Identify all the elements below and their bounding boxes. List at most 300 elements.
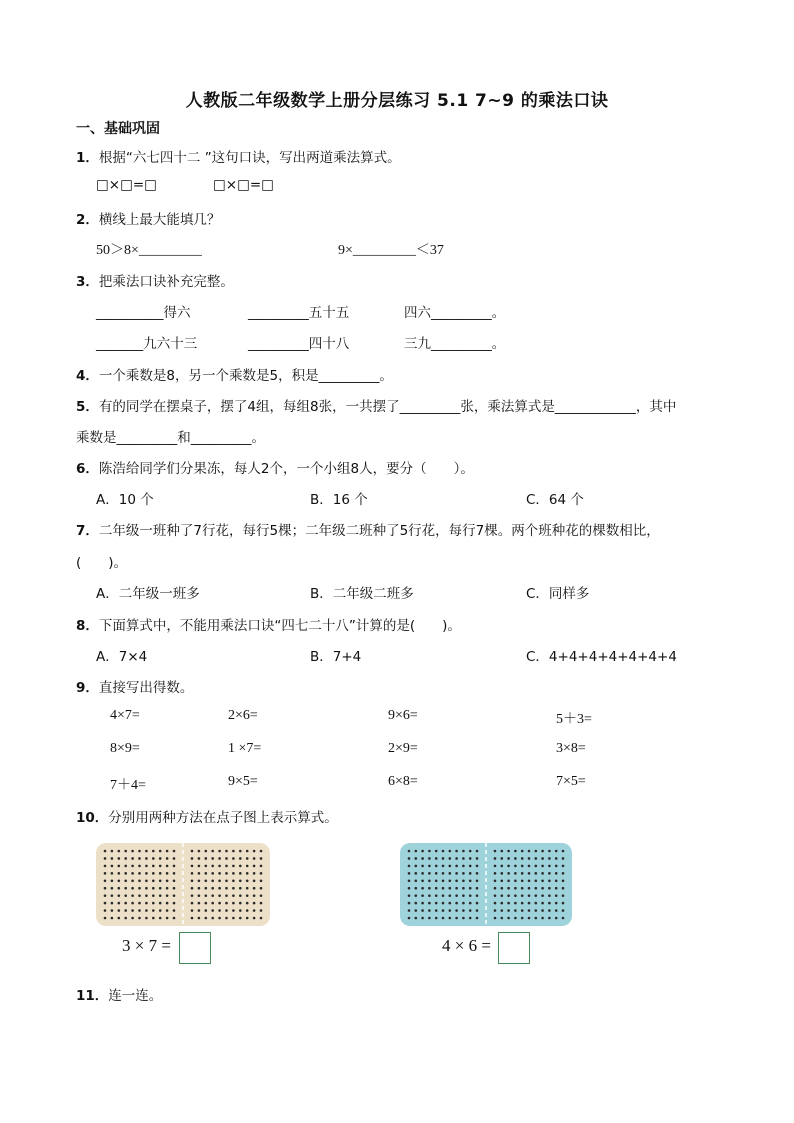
- grid-dot[interactable]: [166, 879, 169, 882]
- grid-dot[interactable]: [166, 857, 169, 860]
- grid-dot[interactable]: [260, 857, 263, 860]
- grid-dot[interactable]: [260, 872, 263, 875]
- grid-dot[interactable]: [455, 887, 458, 890]
- grid-dot[interactable]: [218, 887, 221, 890]
- grid-dot[interactable]: [469, 850, 472, 853]
- grid-dot[interactable]: [239, 850, 242, 853]
- grid-dot[interactable]: [541, 865, 544, 868]
- grid-dot[interactable]: [131, 887, 134, 890]
- grid-dot[interactable]: [131, 879, 134, 882]
- grid-dot[interactable]: [211, 850, 214, 853]
- grid-dot[interactable]: [118, 872, 121, 875]
- grid-dot[interactable]: [528, 872, 531, 875]
- grid-dot[interactable]: [138, 917, 141, 920]
- grid-dot[interactable]: [198, 909, 201, 912]
- grid-dot[interactable]: [111, 917, 114, 920]
- grid-dot[interactable]: [494, 917, 497, 920]
- grid-dot[interactable]: [232, 879, 235, 882]
- grid-dot[interactable]: [541, 917, 544, 920]
- grid-dot[interactable]: [118, 879, 121, 882]
- grid-dot[interactable]: [442, 887, 445, 890]
- grid-dot[interactable]: [462, 887, 465, 890]
- grid-dot[interactable]: [435, 879, 438, 882]
- grid-dot[interactable]: [476, 917, 479, 920]
- grid-dot[interactable]: [408, 850, 411, 853]
- grid-dot[interactable]: [173, 865, 176, 868]
- grid-dot[interactable]: [415, 872, 418, 875]
- grid-dot[interactable]: [455, 850, 458, 853]
- grid-dot[interactable]: [211, 865, 214, 868]
- grid-dot[interactable]: [232, 902, 235, 905]
- grid-dot[interactable]: [131, 872, 134, 875]
- grid-dot[interactable]: [232, 857, 235, 860]
- grid-dot[interactable]: [225, 865, 228, 868]
- grid-dot[interactable]: [246, 857, 249, 860]
- grid-dot[interactable]: [173, 917, 176, 920]
- grid-dot[interactable]: [435, 850, 438, 853]
- grid-dot[interactable]: [562, 879, 565, 882]
- grid-dot[interactable]: [562, 902, 565, 905]
- grid-dot[interactable]: [507, 894, 510, 897]
- grid-dot[interactable]: [449, 872, 452, 875]
- grid-dot[interactable]: [246, 850, 249, 853]
- grid-dot[interactable]: [159, 872, 162, 875]
- grid-dot[interactable]: [225, 894, 228, 897]
- grid-dot[interactable]: [421, 887, 424, 890]
- grid-dot[interactable]: [415, 879, 418, 882]
- grid-dot[interactable]: [428, 879, 431, 882]
- grid-dot[interactable]: [118, 857, 121, 860]
- grid-dot[interactable]: [421, 902, 424, 905]
- grid-dot[interactable]: [260, 865, 263, 868]
- grid-dot[interactable]: [535, 850, 538, 853]
- grid-dot[interactable]: [428, 902, 431, 905]
- grid-dot[interactable]: [562, 850, 565, 853]
- grid-dot[interactable]: [408, 917, 411, 920]
- grid-dot[interactable]: [246, 887, 249, 890]
- grid-dot[interactable]: [507, 865, 510, 868]
- grid-dot[interactable]: [232, 909, 235, 912]
- grid-dot[interactable]: [152, 857, 155, 860]
- grid-dot[interactable]: [218, 917, 221, 920]
- grid-dot[interactable]: [521, 887, 524, 890]
- grid-dot[interactable]: [476, 909, 479, 912]
- grid-dot[interactable]: [501, 909, 504, 912]
- grid-dot[interactable]: [111, 850, 114, 853]
- grid-dot[interactable]: [191, 917, 194, 920]
- grid-dot[interactable]: [138, 879, 141, 882]
- grid-dot[interactable]: [421, 850, 424, 853]
- grid-dot[interactable]: [541, 850, 544, 853]
- grid-dot[interactable]: [104, 917, 107, 920]
- grid-dot[interactable]: [442, 909, 445, 912]
- grid-dot[interactable]: [111, 879, 114, 882]
- grid-dot[interactable]: [131, 902, 134, 905]
- grid-dot[interactable]: [166, 902, 169, 905]
- grid-dot[interactable]: [442, 872, 445, 875]
- grid-dot[interactable]: [173, 850, 176, 853]
- grid-dot[interactable]: [239, 865, 242, 868]
- grid-dot[interactable]: [449, 917, 452, 920]
- grid-dot[interactable]: [421, 857, 424, 860]
- answer-box-right[interactable]: [498, 932, 530, 964]
- grid-dot[interactable]: [435, 902, 438, 905]
- grid-dot[interactable]: [124, 902, 127, 905]
- grid-dot[interactable]: [191, 902, 194, 905]
- grid-dot[interactable]: [415, 894, 418, 897]
- grid-dot[interactable]: [408, 879, 411, 882]
- grid-dot[interactable]: [198, 917, 201, 920]
- grid-dot[interactable]: [191, 872, 194, 875]
- grid-dot[interactable]: [507, 902, 510, 905]
- grid-dot[interactable]: [408, 857, 411, 860]
- grid-dot[interactable]: [211, 857, 214, 860]
- grid-dot[interactable]: [528, 865, 531, 868]
- grid-dot[interactable]: [455, 909, 458, 912]
- grid-dot[interactable]: [260, 902, 263, 905]
- grid-dot[interactable]: [198, 902, 201, 905]
- grid-dot[interactable]: [521, 894, 524, 897]
- grid-dot[interactable]: [548, 865, 551, 868]
- grid-dot[interactable]: [131, 850, 134, 853]
- grid-dot[interactable]: [104, 865, 107, 868]
- grid-dot[interactable]: [514, 902, 517, 905]
- grid-dot[interactable]: [159, 857, 162, 860]
- grid-dot[interactable]: [476, 850, 479, 853]
- grid-dot[interactable]: [494, 887, 497, 890]
- grid-dot[interactable]: [118, 917, 121, 920]
- grid-dot[interactable]: [218, 909, 221, 912]
- grid-dot[interactable]: [145, 902, 148, 905]
- grid-dot[interactable]: [111, 865, 114, 868]
- grid-dot[interactable]: [111, 872, 114, 875]
- grid-dot[interactable]: [218, 872, 221, 875]
- grid-dot[interactable]: [104, 894, 107, 897]
- grid-dot[interactable]: [205, 879, 208, 882]
- grid-dot[interactable]: [428, 917, 431, 920]
- grid-dot[interactable]: [514, 894, 517, 897]
- grid-dot[interactable]: [501, 887, 504, 890]
- grid-dot[interactable]: [548, 879, 551, 882]
- grid-dot[interactable]: [253, 865, 256, 868]
- grid-dot[interactable]: [124, 872, 127, 875]
- grid-dot[interactable]: [211, 894, 214, 897]
- grid-dot[interactable]: [541, 909, 544, 912]
- grid-dot[interactable]: [138, 865, 141, 868]
- grid-dot[interactable]: [239, 894, 242, 897]
- grid-dot[interactable]: [205, 887, 208, 890]
- grid-dot[interactable]: [253, 850, 256, 853]
- grid-dot[interactable]: [253, 909, 256, 912]
- grid-dot[interactable]: [462, 894, 465, 897]
- grid-dot[interactable]: [145, 909, 148, 912]
- grid-dot[interactable]: [476, 894, 479, 897]
- grid-dot[interactable]: [415, 909, 418, 912]
- grid-dot[interactable]: [246, 872, 249, 875]
- grid-dot[interactable]: [535, 909, 538, 912]
- grid-dot[interactable]: [562, 872, 565, 875]
- grid-dot[interactable]: [507, 887, 510, 890]
- grid-dot[interactable]: [462, 902, 465, 905]
- grid-dot[interactable]: [562, 894, 565, 897]
- grid-dot[interactable]: [541, 902, 544, 905]
- grid-dot[interactable]: [166, 917, 169, 920]
- grid-dot[interactable]: [253, 872, 256, 875]
- answer-box-left[interactable]: [179, 932, 211, 964]
- grid-dot[interactable]: [205, 894, 208, 897]
- grid-dot[interactable]: [191, 887, 194, 890]
- grid-dot[interactable]: [521, 865, 524, 868]
- grid-dot[interactable]: [159, 902, 162, 905]
- grid-dot[interactable]: [111, 902, 114, 905]
- grid-dot[interactable]: [131, 857, 134, 860]
- grid-dot[interactable]: [528, 909, 531, 912]
- grid-dot[interactable]: [501, 872, 504, 875]
- grid-dot[interactable]: [152, 917, 155, 920]
- grid-dot[interactable]: [435, 865, 438, 868]
- grid-dot[interactable]: [232, 850, 235, 853]
- grid-dot[interactable]: [104, 887, 107, 890]
- grid-dot[interactable]: [521, 850, 524, 853]
- grid-dot[interactable]: [225, 872, 228, 875]
- grid-dot[interactable]: [408, 894, 411, 897]
- grid-dot[interactable]: [104, 879, 107, 882]
- grid-dot[interactable]: [548, 917, 551, 920]
- grid-dot[interactable]: [159, 879, 162, 882]
- grid-dot[interactable]: [218, 879, 221, 882]
- grid-dot[interactable]: [225, 909, 228, 912]
- grid-dot[interactable]: [239, 909, 242, 912]
- grid-dot[interactable]: [514, 909, 517, 912]
- grid-dot[interactable]: [191, 894, 194, 897]
- grid-dot[interactable]: [548, 857, 551, 860]
- grid-dot[interactable]: [428, 857, 431, 860]
- grid-dot[interactable]: [111, 909, 114, 912]
- grid-dot[interactable]: [198, 857, 201, 860]
- grid-dot[interactable]: [191, 857, 194, 860]
- grid-dot[interactable]: [239, 872, 242, 875]
- grid-dot[interactable]: [507, 850, 510, 853]
- grid-dot[interactable]: [435, 909, 438, 912]
- grid-dot[interactable]: [462, 865, 465, 868]
- grid-dot[interactable]: [152, 879, 155, 882]
- grid-dot[interactable]: [469, 879, 472, 882]
- grid-dot[interactable]: [239, 917, 242, 920]
- grid-dot[interactable]: [205, 872, 208, 875]
- grid-dot[interactable]: [494, 865, 497, 868]
- grid-dot[interactable]: [253, 857, 256, 860]
- grid-dot[interactable]: [455, 857, 458, 860]
- grid-dot[interactable]: [555, 894, 558, 897]
- grid-dot[interactable]: [239, 879, 242, 882]
- grid-dot[interactable]: [469, 917, 472, 920]
- grid-dot[interactable]: [455, 865, 458, 868]
- grid-dot[interactable]: [124, 879, 127, 882]
- grid-dot[interactable]: [476, 857, 479, 860]
- grid-dot[interactable]: [218, 850, 221, 853]
- grid-dot[interactable]: [124, 894, 127, 897]
- grid-dot[interactable]: [548, 894, 551, 897]
- grid-dot[interactable]: [118, 902, 121, 905]
- grid-dot[interactable]: [541, 857, 544, 860]
- grid-dot[interactable]: [124, 857, 127, 860]
- grid-dot[interactable]: [173, 887, 176, 890]
- grid-dot[interactable]: [152, 865, 155, 868]
- grid-dot[interactable]: [528, 857, 531, 860]
- grid-dot[interactable]: [469, 872, 472, 875]
- grid-dot[interactable]: [124, 865, 127, 868]
- grid-dot[interactable]: [442, 894, 445, 897]
- grid-dot[interactable]: [548, 887, 551, 890]
- grid-dot[interactable]: [225, 850, 228, 853]
- grid-dot[interactable]: [476, 902, 479, 905]
- grid-dot[interactable]: [145, 850, 148, 853]
- grid-dot[interactable]: [442, 917, 445, 920]
- grid-dot[interactable]: [152, 902, 155, 905]
- grid-dot[interactable]: [501, 879, 504, 882]
- grid-dot[interactable]: [173, 872, 176, 875]
- grid-dot[interactable]: [462, 872, 465, 875]
- grid-dot[interactable]: [555, 887, 558, 890]
- grid-dot[interactable]: [535, 857, 538, 860]
- grid-dot[interactable]: [469, 909, 472, 912]
- grid-dot[interactable]: [232, 917, 235, 920]
- grid-dot[interactable]: [507, 872, 510, 875]
- grid-dot[interactable]: [449, 887, 452, 890]
- grid-dot[interactable]: [104, 902, 107, 905]
- grid-dot[interactable]: [159, 865, 162, 868]
- grid-dot[interactable]: [449, 857, 452, 860]
- grid-dot[interactable]: [455, 902, 458, 905]
- grid-dot[interactable]: [548, 902, 551, 905]
- grid-dot[interactable]: [145, 894, 148, 897]
- grid-dot[interactable]: [138, 894, 141, 897]
- grid-dot[interactable]: [555, 872, 558, 875]
- grid-dot[interactable]: [138, 872, 141, 875]
- grid-dot[interactable]: [198, 865, 201, 868]
- grid-dot[interactable]: [421, 917, 424, 920]
- grid-dot[interactable]: [166, 865, 169, 868]
- grid-dot[interactable]: [528, 917, 531, 920]
- grid-dot[interactable]: [211, 887, 214, 890]
- grid-dot[interactable]: [494, 879, 497, 882]
- grid-dot[interactable]: [421, 865, 424, 868]
- grid-dot[interactable]: [225, 857, 228, 860]
- grid-dot[interactable]: [528, 879, 531, 882]
- grid-dot[interactable]: [469, 865, 472, 868]
- grid-dot[interactable]: [435, 857, 438, 860]
- grid-dot[interactable]: [494, 850, 497, 853]
- grid-dot[interactable]: [528, 850, 531, 853]
- grid-dot[interactable]: [562, 865, 565, 868]
- grid-dot[interactable]: [521, 902, 524, 905]
- grid-dot[interactable]: [435, 887, 438, 890]
- grid-dot[interactable]: [455, 872, 458, 875]
- grid-dot[interactable]: [462, 857, 465, 860]
- grid-dot[interactable]: [260, 894, 263, 897]
- grid-dot[interactable]: [415, 857, 418, 860]
- grid-dot[interactable]: [449, 879, 452, 882]
- grid-dot[interactable]: [442, 865, 445, 868]
- grid-dot[interactable]: [205, 857, 208, 860]
- grid-dot[interactable]: [225, 917, 228, 920]
- grid-dot[interactable]: [173, 902, 176, 905]
- grid-dot[interactable]: [428, 850, 431, 853]
- grid-dot[interactable]: [138, 850, 141, 853]
- grid-dot[interactable]: [535, 879, 538, 882]
- grid-dot[interactable]: [138, 909, 141, 912]
- grid-dot[interactable]: [211, 879, 214, 882]
- grid-dot[interactable]: [521, 872, 524, 875]
- grid-dot[interactable]: [494, 872, 497, 875]
- grid-dot[interactable]: [232, 894, 235, 897]
- grid-dot[interactable]: [415, 850, 418, 853]
- grid-dot[interactable]: [514, 872, 517, 875]
- grid-dot[interactable]: [555, 850, 558, 853]
- grid-dot[interactable]: [198, 850, 201, 853]
- grid-dot[interactable]: [218, 865, 221, 868]
- grid-dot[interactable]: [421, 879, 424, 882]
- grid-dot[interactable]: [239, 857, 242, 860]
- grid-dot[interactable]: [421, 909, 424, 912]
- grid-dot[interactable]: [246, 894, 249, 897]
- grid-dot[interactable]: [528, 902, 531, 905]
- grid-dot[interactable]: [159, 894, 162, 897]
- grid-dot[interactable]: [507, 917, 510, 920]
- grid-dot[interactable]: [469, 857, 472, 860]
- grid-dot[interactable]: [131, 917, 134, 920]
- grid-dot[interactable]: [145, 879, 148, 882]
- grid-dot[interactable]: [469, 902, 472, 905]
- grid-dot[interactable]: [449, 850, 452, 853]
- grid-dot[interactable]: [246, 909, 249, 912]
- grid-dot[interactable]: [205, 865, 208, 868]
- grid-dot[interactable]: [145, 857, 148, 860]
- grid-dot[interactable]: [435, 894, 438, 897]
- grid-dot[interactable]: [173, 909, 176, 912]
- grid-dot[interactable]: [449, 865, 452, 868]
- grid-dot[interactable]: [548, 872, 551, 875]
- grid-dot[interactable]: [469, 894, 472, 897]
- grid-dot[interactable]: [408, 865, 411, 868]
- grid-dot[interactable]: [535, 887, 538, 890]
- grid-dot[interactable]: [562, 909, 565, 912]
- grid-dot[interactable]: [260, 850, 263, 853]
- grid-dot[interactable]: [514, 917, 517, 920]
- grid-dot[interactable]: [535, 872, 538, 875]
- grid-dot[interactable]: [476, 865, 479, 868]
- grid-dot[interactable]: [494, 857, 497, 860]
- grid-dot[interactable]: [111, 857, 114, 860]
- grid-dot[interactable]: [507, 909, 510, 912]
- grid-dot[interactable]: [555, 917, 558, 920]
- grid-dot[interactable]: [198, 879, 201, 882]
- grid-dot[interactable]: [124, 909, 127, 912]
- grid-dot[interactable]: [225, 887, 228, 890]
- grid-dot[interactable]: [145, 917, 148, 920]
- grid-dot[interactable]: [205, 917, 208, 920]
- grid-dot[interactable]: [239, 887, 242, 890]
- grid-dot[interactable]: [232, 872, 235, 875]
- grid-dot[interactable]: [145, 887, 148, 890]
- grid-dot[interactable]: [521, 917, 524, 920]
- grid-dot[interactable]: [521, 857, 524, 860]
- grid-dot[interactable]: [218, 902, 221, 905]
- grid-dot[interactable]: [428, 872, 431, 875]
- grid-dot[interactable]: [514, 850, 517, 853]
- grid-dot[interactable]: [514, 887, 517, 890]
- grid-dot[interactable]: [408, 887, 411, 890]
